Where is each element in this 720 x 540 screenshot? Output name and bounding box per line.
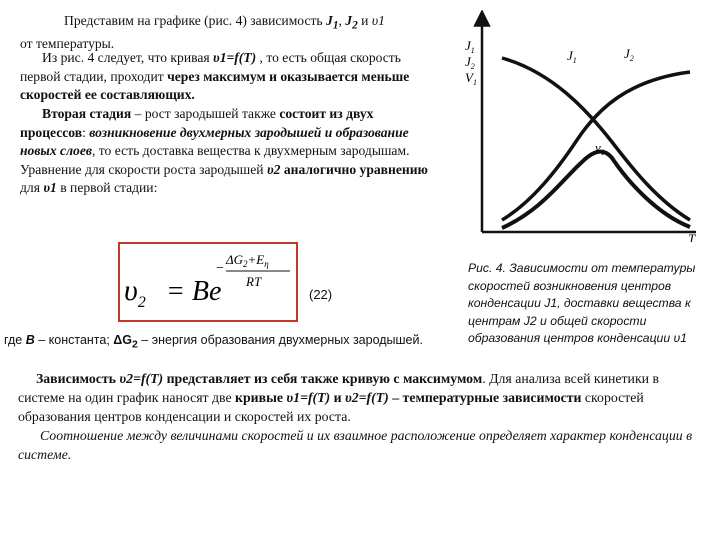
y-label-j1: $J_1$ <box>465 38 475 55</box>
conclusion-paragraph-1: Зависимость υ2=f(T) представляет из себя также кривую с максимумом. Для анализа всей кинетики в системе на один график наносят две кривые υ1=f(T) и υ2=f(T) – температурные зависимости скоростей образования центров конденсации и скоростей их роста. <box>18 371 659 424</box>
formula-22 <box>120 244 296 320</box>
j2-symbol: $J_2$ <box>345 13 358 32</box>
y-label-v1: $V_1$ <box>465 70 477 87</box>
formula-minus: − <box>216 261 224 276</box>
stage2-processes: возникновение двухмерных зародышей и образование новых слоев <box>20 124 409 159</box>
formula-denominator: RT <box>246 274 262 289</box>
formula-rhs: = Be <box>166 276 222 307</box>
intro-text: Представим на графике (рис. 4) зависимость <box>64 13 327 28</box>
x-label-t: T <box>688 231 696 242</box>
stage2-paragraph: Вторая стадия – рост зародышей также состоит из двух процессов: возникновение двухмерных зародышей и образование новых слоев, то есть доставка вещества к двухмерным зародышам. Уравнение для скорости роста зародышей υ2 аналогично уравнению для υ1 в первой стадии: <box>20 106 428 196</box>
v1-symbol: υ1 <box>371 13 385 28</box>
curve-v1 <box>502 152 690 228</box>
intro-text-line2: от температуры. <box>20 36 115 52</box>
conclusion-paragraph-2: Соотношение между величинами скоростей и их взаимное расположение определяет характер конденсации в системе. <box>18 428 693 462</box>
label-j1: $J_1$ <box>567 48 577 65</box>
intro-paragraph: Представим на графике (рис. 4) зависимость $J_1$, $J_2$ и υ1 от температуры. <box>20 12 440 54</box>
definitions-line: где B – константа; $\Delta G_2$ – энергия образования двухмерных зародышей. <box>4 333 423 351</box>
conclusion-section <box>18 369 708 464</box>
formula-numerator: $\Delta G_2+E_\eta$ <box>226 252 269 269</box>
figure-caption: Рис. 4. Зависимости от температуры скоростей возникновения центров конденсации J1, доставки вещества к центрам J2 и общей скорости образования центров конденсации υ1 <box>468 261 696 346</box>
label-j2: $J_2$ <box>624 46 634 63</box>
dg2-symbol: $\Delta G_2$ <box>113 333 138 351</box>
equation-number: (22) <box>309 287 333 302</box>
j1-symbol: $J_1$ <box>326 13 339 32</box>
stage2-heading: Вторая стадия <box>42 106 132 121</box>
y-label-j2: $J_2$ <box>465 54 475 71</box>
v1-expression: υ1=f(T) <box>213 50 257 65</box>
figure-4-plot <box>462 10 702 242</box>
formula-box <box>118 242 298 322</box>
label-v1: $v_1$ <box>595 140 605 157</box>
stage1-paragraph: Из рис. 4 следует, что кривая υ1=f(T) , то есть общая скорость первой стадии, проходит через максимум и оказывается меньше скоростей ее составляющих. <box>20 50 410 103</box>
stage1-emphasis: через максимум и оказывается меньше скоростей ее составляющих. <box>20 68 410 103</box>
figure-4 <box>462 10 702 242</box>
formula-lhs: $\upsilon_2$ <box>124 274 146 311</box>
